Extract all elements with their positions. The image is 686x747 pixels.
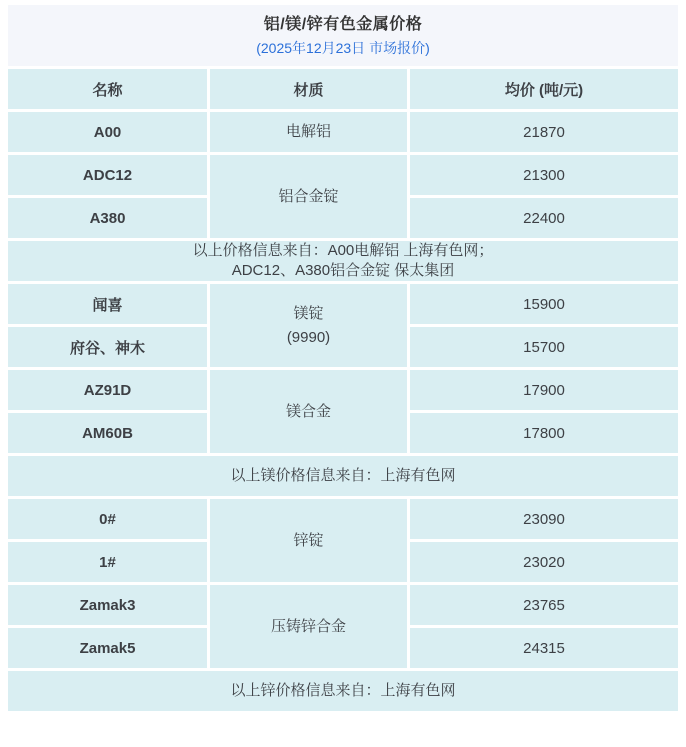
- table-row-a00: [8, 112, 678, 152]
- aluminum-source-note: [8, 241, 678, 281]
- material-cell-aluminum-alloy: 铝合金锭: [210, 155, 407, 238]
- title-block: [8, 5, 678, 66]
- col-header-name: 名称: [8, 69, 207, 109]
- price-cell: 17800: [410, 413, 678, 453]
- price-cell: 15700: [410, 327, 678, 367]
- name-cell: A380: [8, 198, 207, 238]
- table-row-zamak3: [8, 585, 678, 625]
- note-row-aluminum: [8, 241, 678, 281]
- price-cell: 21870: [410, 112, 678, 152]
- price-cell: 17900: [410, 370, 678, 410]
- price-cell: 22400: [410, 198, 678, 238]
- note-row-magnesium: [8, 456, 678, 496]
- name-cell: 闻喜: [8, 284, 207, 324]
- col-header-price: 均价 (吨/元): [410, 69, 678, 109]
- material-line-1: 镁锭: [293, 304, 324, 322]
- name-cell: ADC12: [8, 155, 207, 195]
- material-cell-magnesium-ingot: [210, 284, 407, 367]
- page-title: 铝/镁/锌有色金属价格: [263, 16, 423, 33]
- table-row-0hash: [8, 499, 678, 539]
- price-cell: 21300: [410, 155, 678, 195]
- note-line-2: ADC12、A380铝合金锭 保太集团: [231, 262, 455, 279]
- name-cell: 府谷、神木: [8, 327, 207, 367]
- material-line-2: (9990): [286, 328, 331, 346]
- name-cell: 0#: [8, 499, 207, 539]
- price-cell: 23090: [410, 499, 678, 539]
- magnesium-source-note: 以上镁价格信息来自：上海有色网: [8, 456, 678, 496]
- price-cell: 23020: [410, 542, 678, 582]
- price-cell: 24315: [410, 628, 678, 668]
- page-subtitle: (2025年12月23日 市场报价): [256, 40, 430, 56]
- name-cell: AZ91D: [8, 370, 207, 410]
- material-cell-diecast-zinc-alloy: 压铸锌合金: [210, 585, 407, 668]
- price-cell: 23765: [410, 585, 678, 625]
- name-cell: AM60B: [8, 413, 207, 453]
- note-line-1: 以上价格信息来自：A00电解铝 上海有色网；: [192, 242, 494, 259]
- material-cell: 电解铝: [210, 112, 407, 152]
- header-row: [8, 69, 678, 109]
- name-cell: Zamak5: [8, 628, 207, 668]
- zinc-source-note: 以上锌价格信息来自：上海有色网: [8, 671, 678, 711]
- name-cell: Zamak3: [8, 585, 207, 625]
- table-row-wenxi: [8, 284, 678, 324]
- price-cell: 15900: [410, 284, 678, 324]
- price-table: [5, 66, 681, 714]
- material-cell-magnesium-alloy: 镁合金: [210, 370, 407, 453]
- table-row-adc12: [8, 155, 678, 195]
- table-row-az91d: [8, 370, 678, 410]
- name-cell: A00: [8, 112, 207, 152]
- material-cell-zinc-ingot: 锌锭: [210, 499, 407, 582]
- name-cell: 1#: [8, 542, 207, 582]
- col-header-material: 材质: [210, 69, 407, 109]
- note-row-zinc: [8, 671, 678, 711]
